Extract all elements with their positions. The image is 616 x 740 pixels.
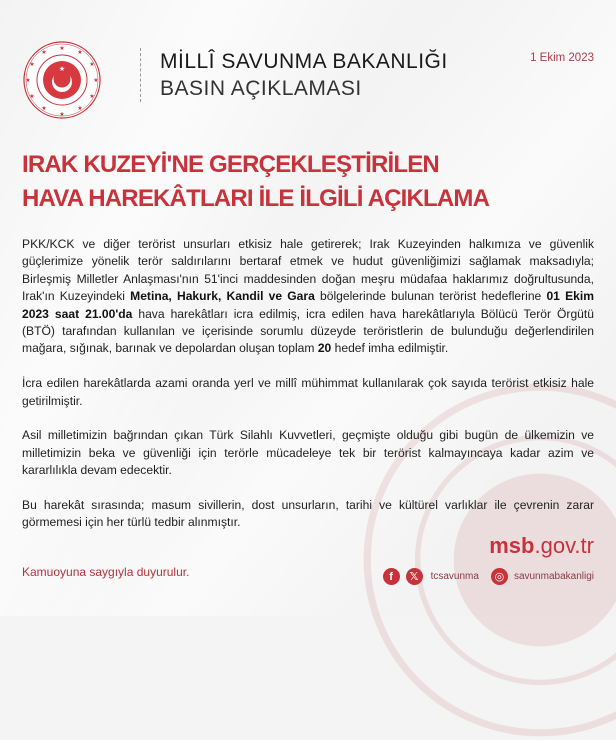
svg-text:★: ★ (89, 94, 95, 100)
ministry-name: MİLLÎ SAVUNMA BAKANLIĞI (160, 50, 448, 73)
svg-text:★: ★ (59, 112, 65, 118)
svg-text:★: ★ (25, 78, 31, 84)
ministry-emblem-icon (22, 40, 102, 120)
svg-text:★: ★ (29, 94, 35, 100)
svg-text:★: ★ (41, 106, 47, 112)
svg-text:★: ★ (77, 106, 83, 112)
svg-text:★: ★ (77, 50, 83, 56)
svg-text:★: ★ (58, 66, 66, 73)
page-title (22, 148, 602, 216)
x-twitter-icon[interactable]: 𝕏 (406, 568, 423, 585)
target-count: 20 (317, 341, 332, 356)
svg-text:★: ★ (93, 78, 99, 84)
paragraph-3: Asil milletimizin bağrından çıkan Türk Silahlı Kuvvetleri, geçmişte olduğu gibi bugün de ülkemizin ve milletimizin beka ve güvenliği için terörle mücadeleye tek bir terörist kalmayıncaya kadar azim ve kararlılıkla devam edecektir. (22, 428, 594, 478)
facebook-icon[interactable]: f (383, 568, 400, 585)
svg-text:★: ★ (41, 50, 47, 56)
x-handle[interactable]: tcsavunma (430, 571, 479, 582)
datetime-highlight: 01 Ekim 2023 saat 21.00'da (22, 289, 594, 321)
statement-body (22, 236, 594, 549)
instagram-handle[interactable]: savunmabakanligi (513, 571, 594, 582)
release-date: 1 Ekim 2023 (530, 52, 594, 64)
website-link[interactable]: msb.gov.tr (489, 533, 594, 558)
paragraph-2: İcra edilen harekâtlarda azami oranda yerl ve millî mühimmat kullanılarak çok sayıda terörist etkisiz hale getirilmiştir. (22, 376, 594, 408)
svg-text:★: ★ (89, 62, 95, 68)
svg-text:★: ★ (29, 62, 35, 68)
title-line-1: IRAK KUZEYİ'NE GERÇEKLEŞTİRİLEN (22, 151, 439, 178)
svg-text:★: ★ (59, 46, 65, 52)
instagram-icon[interactable]: ◎ (491, 568, 508, 585)
paragraph-1: PKK/KCK ve diğer terörist unsurları etkisiz hale getirerek; Irak Kuzeyinden halkımıza ve güvenlik güçlerimize yönelik terör saldırılarını bertaraf etmek ve hudut güvenliğimizi sağlamak maksadıyla; Birleşmiş Milletler Anlaşması'nın 51'inci maddesinden doğan meşru müdafaa haklarımız doğrultusunda, Irak'ın Kuzeyindeki Metina, Hakurk, Kandil ve Gara bölgelerinde bulunan terörist hedeflerine 01 Ekim 2023 saat 21.00'da hava harekâtları icra edilmiş, icra edilen hava harekâtlarıyla Bölücü Terör Örgütü (BTÖ) tarafından kullanılan ve içerisinde sorumlu düzeyde teröristlerin de bulunduğu değerlendirilen mağara, sığınak, barınak ve depolardan oluşan toplam 20 hedef imha edilmiştir. (22, 237, 594, 356)
social-links (383, 568, 594, 585)
title-line-2: HAVA HAREKÂTLARI İLE İLGİLİ AÇIKLAMA (22, 185, 490, 212)
header-divider (140, 48, 141, 102)
paragraph-4: Bu harekât sırasında; masum sivillerin, dost unsurların, tarihi ve kültürel varlıklar ile çevrenin zarar görmemesi için her türlü tedbir alınmıştır. (22, 498, 594, 530)
regions-highlight: Metina, Hakurk, Kandil ve Gara (130, 289, 315, 304)
closing-line: Kamuoyuna saygıyla duyurulur. (22, 565, 190, 579)
header (22, 40, 594, 120)
document-type: BASIN AÇIKLAMASI (160, 77, 362, 100)
